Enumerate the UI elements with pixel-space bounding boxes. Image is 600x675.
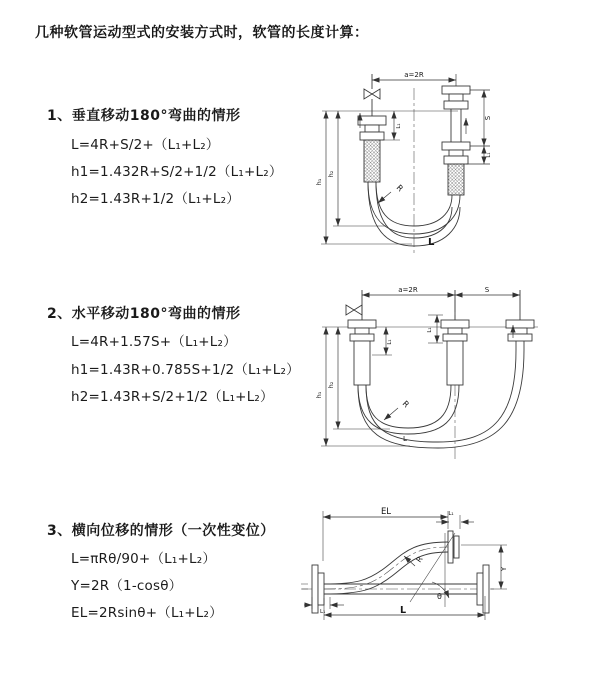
- braided-hose-left: [354, 341, 370, 385]
- dim-label-l1-left: L₁: [387, 339, 393, 345]
- right-flange: [477, 565, 489, 613]
- dim-label-radius: R: [394, 183, 405, 194]
- braided-hose-left: [364, 140, 380, 182]
- dim-label-a2r: a=2R: [398, 286, 418, 294]
- right-upper-flange: [442, 86, 470, 109]
- valve-icon: [346, 305, 362, 315]
- dim-label-s: S: [484, 115, 492, 121]
- left-flange: [312, 565, 324, 613]
- u-hose-curves: [358, 350, 524, 448]
- s-curve-hose: [324, 542, 448, 594]
- dim-label-length: L: [400, 605, 407, 616]
- dim-label-length: L: [428, 237, 435, 248]
- datum-mark: [301, 584, 308, 589]
- dim-label-l1-left: L₁: [320, 609, 326, 615]
- formula-h1: h1=1.43R+0.785S+1/2（L₁+L₂）: [71, 362, 300, 378]
- left-flange: [358, 116, 386, 140]
- section-2-heading: 2、水平移动180°弯曲的情形: [47, 306, 241, 322]
- dim-label-l1-left: L₁: [396, 123, 402, 129]
- dim-label-el: EL: [380, 507, 392, 517]
- right-flange: [506, 320, 534, 341]
- valve-icon: [364, 89, 380, 99]
- braided-hose-middle: [447, 341, 463, 385]
- diagram-horizontal-180-bend: [310, 280, 595, 465]
- dimension-lines: [321, 295, 520, 446]
- formula-length: L=4R+S/2+（L₁+L₂）: [71, 137, 220, 153]
- formula-y: Y=2R（1-cosθ）: [71, 578, 183, 594]
- dim-label-l1-mid: L₁: [427, 327, 433, 333]
- dim-label-h1: h₁: [315, 391, 323, 399]
- formula-h1: h1=1.432R+S/2+1/2（L₁+L₂）: [71, 164, 283, 180]
- dim-label-h2: h₂: [327, 170, 335, 178]
- diagram-lateral-displacement: [298, 503, 598, 643]
- formula-length: L=4R+1.57S+（L₁+L₂）: [71, 334, 237, 350]
- section-3-heading: 3、横向位移的情形（一次性变位）: [47, 523, 275, 539]
- braided-hose-right: [448, 164, 464, 195]
- diagram-vertical-180-bend: [306, 64, 586, 259]
- formula-length: L=πRθ/90+（L₁+L₂）: [71, 551, 217, 567]
- formula-h2: h2=1.43R+1/2（L₁+L₂）: [71, 191, 240, 207]
- page-title: 几种软管运动型式的安装方式时，软管的长度计算：: [35, 25, 369, 41]
- dim-label-theta: θ: [437, 592, 442, 601]
- formula-h2: h2=1.43R+S/2+1/2（L₁+L₂）: [71, 389, 274, 405]
- dim-label-a2r: a=2R: [404, 71, 424, 79]
- right-lower-flange: [442, 142, 470, 164]
- dim-label-radius: R: [400, 399, 411, 410]
- dim-label-h1: h₁: [315, 178, 323, 186]
- dim-label-h2: h₂: [327, 381, 335, 389]
- dim-label-radius: R: [414, 554, 425, 565]
- dim-label-l1-top: L₁: [448, 511, 454, 517]
- left-flange: [348, 320, 376, 341]
- dim-label-s: S: [484, 286, 490, 294]
- formula-el: EL=2Rsinθ+（L₁+L₂）: [71, 605, 223, 621]
- dim-label-length: L: [403, 435, 407, 443]
- section-1-heading: 1、垂直移动180°弯曲的情形: [47, 108, 241, 124]
- middle-flange: [441, 320, 469, 341]
- dim-label-l1-right: L₁: [486, 152, 492, 158]
- dim-label-y: Y: [500, 566, 508, 572]
